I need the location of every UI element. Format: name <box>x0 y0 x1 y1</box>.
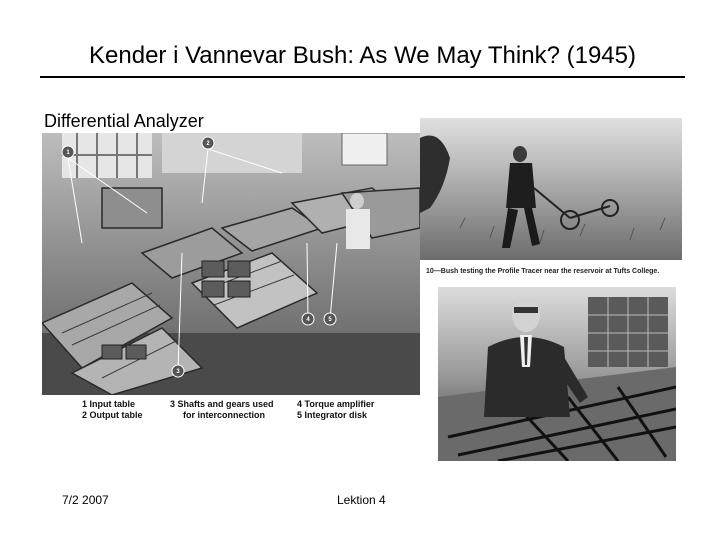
bush-portrait-photo <box>438 287 676 461</box>
legend-input-table: 1 Input table <box>82 399 136 409</box>
bush-portrait-image <box>438 287 676 461</box>
legend-interconnection: for interconnection <box>183 410 266 420</box>
differential-analyzer-photo <box>42 133 420 425</box>
profile-tracer-photo <box>420 118 682 280</box>
slide-subtitle: Differential Analyzer <box>44 111 204 131</box>
differential-analyzer-image <box>42 133 420 425</box>
legend-output-table: 2 Output table <box>82 410 143 420</box>
footer-date: 7/2 2007 <box>62 493 109 507</box>
legend-torque-amplifier: 4 Torque amplifier <box>297 399 375 409</box>
title-divider <box>40 76 685 78</box>
callout-2: 2 <box>206 141 210 147</box>
legend-shafts-gears: 3 Shafts and gears used <box>170 399 274 409</box>
legend-integrator-disk: 5 Integrator disk <box>297 410 368 420</box>
callout-4: 4 <box>306 317 310 323</box>
footer-center: Lektion 4 <box>337 493 386 507</box>
slide-title: Kender i Vannevar Bush: As We May Think? (1945) <box>89 42 636 69</box>
profile-tracer-caption: 10—Bush testing the Profile Tracer near the reservoir at Tufts College. <box>426 268 660 275</box>
callout-5: 5 <box>328 317 332 323</box>
profile-tracer-image <box>420 118 682 280</box>
callout-1: 1 <box>66 150 70 156</box>
callout-3: 3 <box>176 369 180 375</box>
